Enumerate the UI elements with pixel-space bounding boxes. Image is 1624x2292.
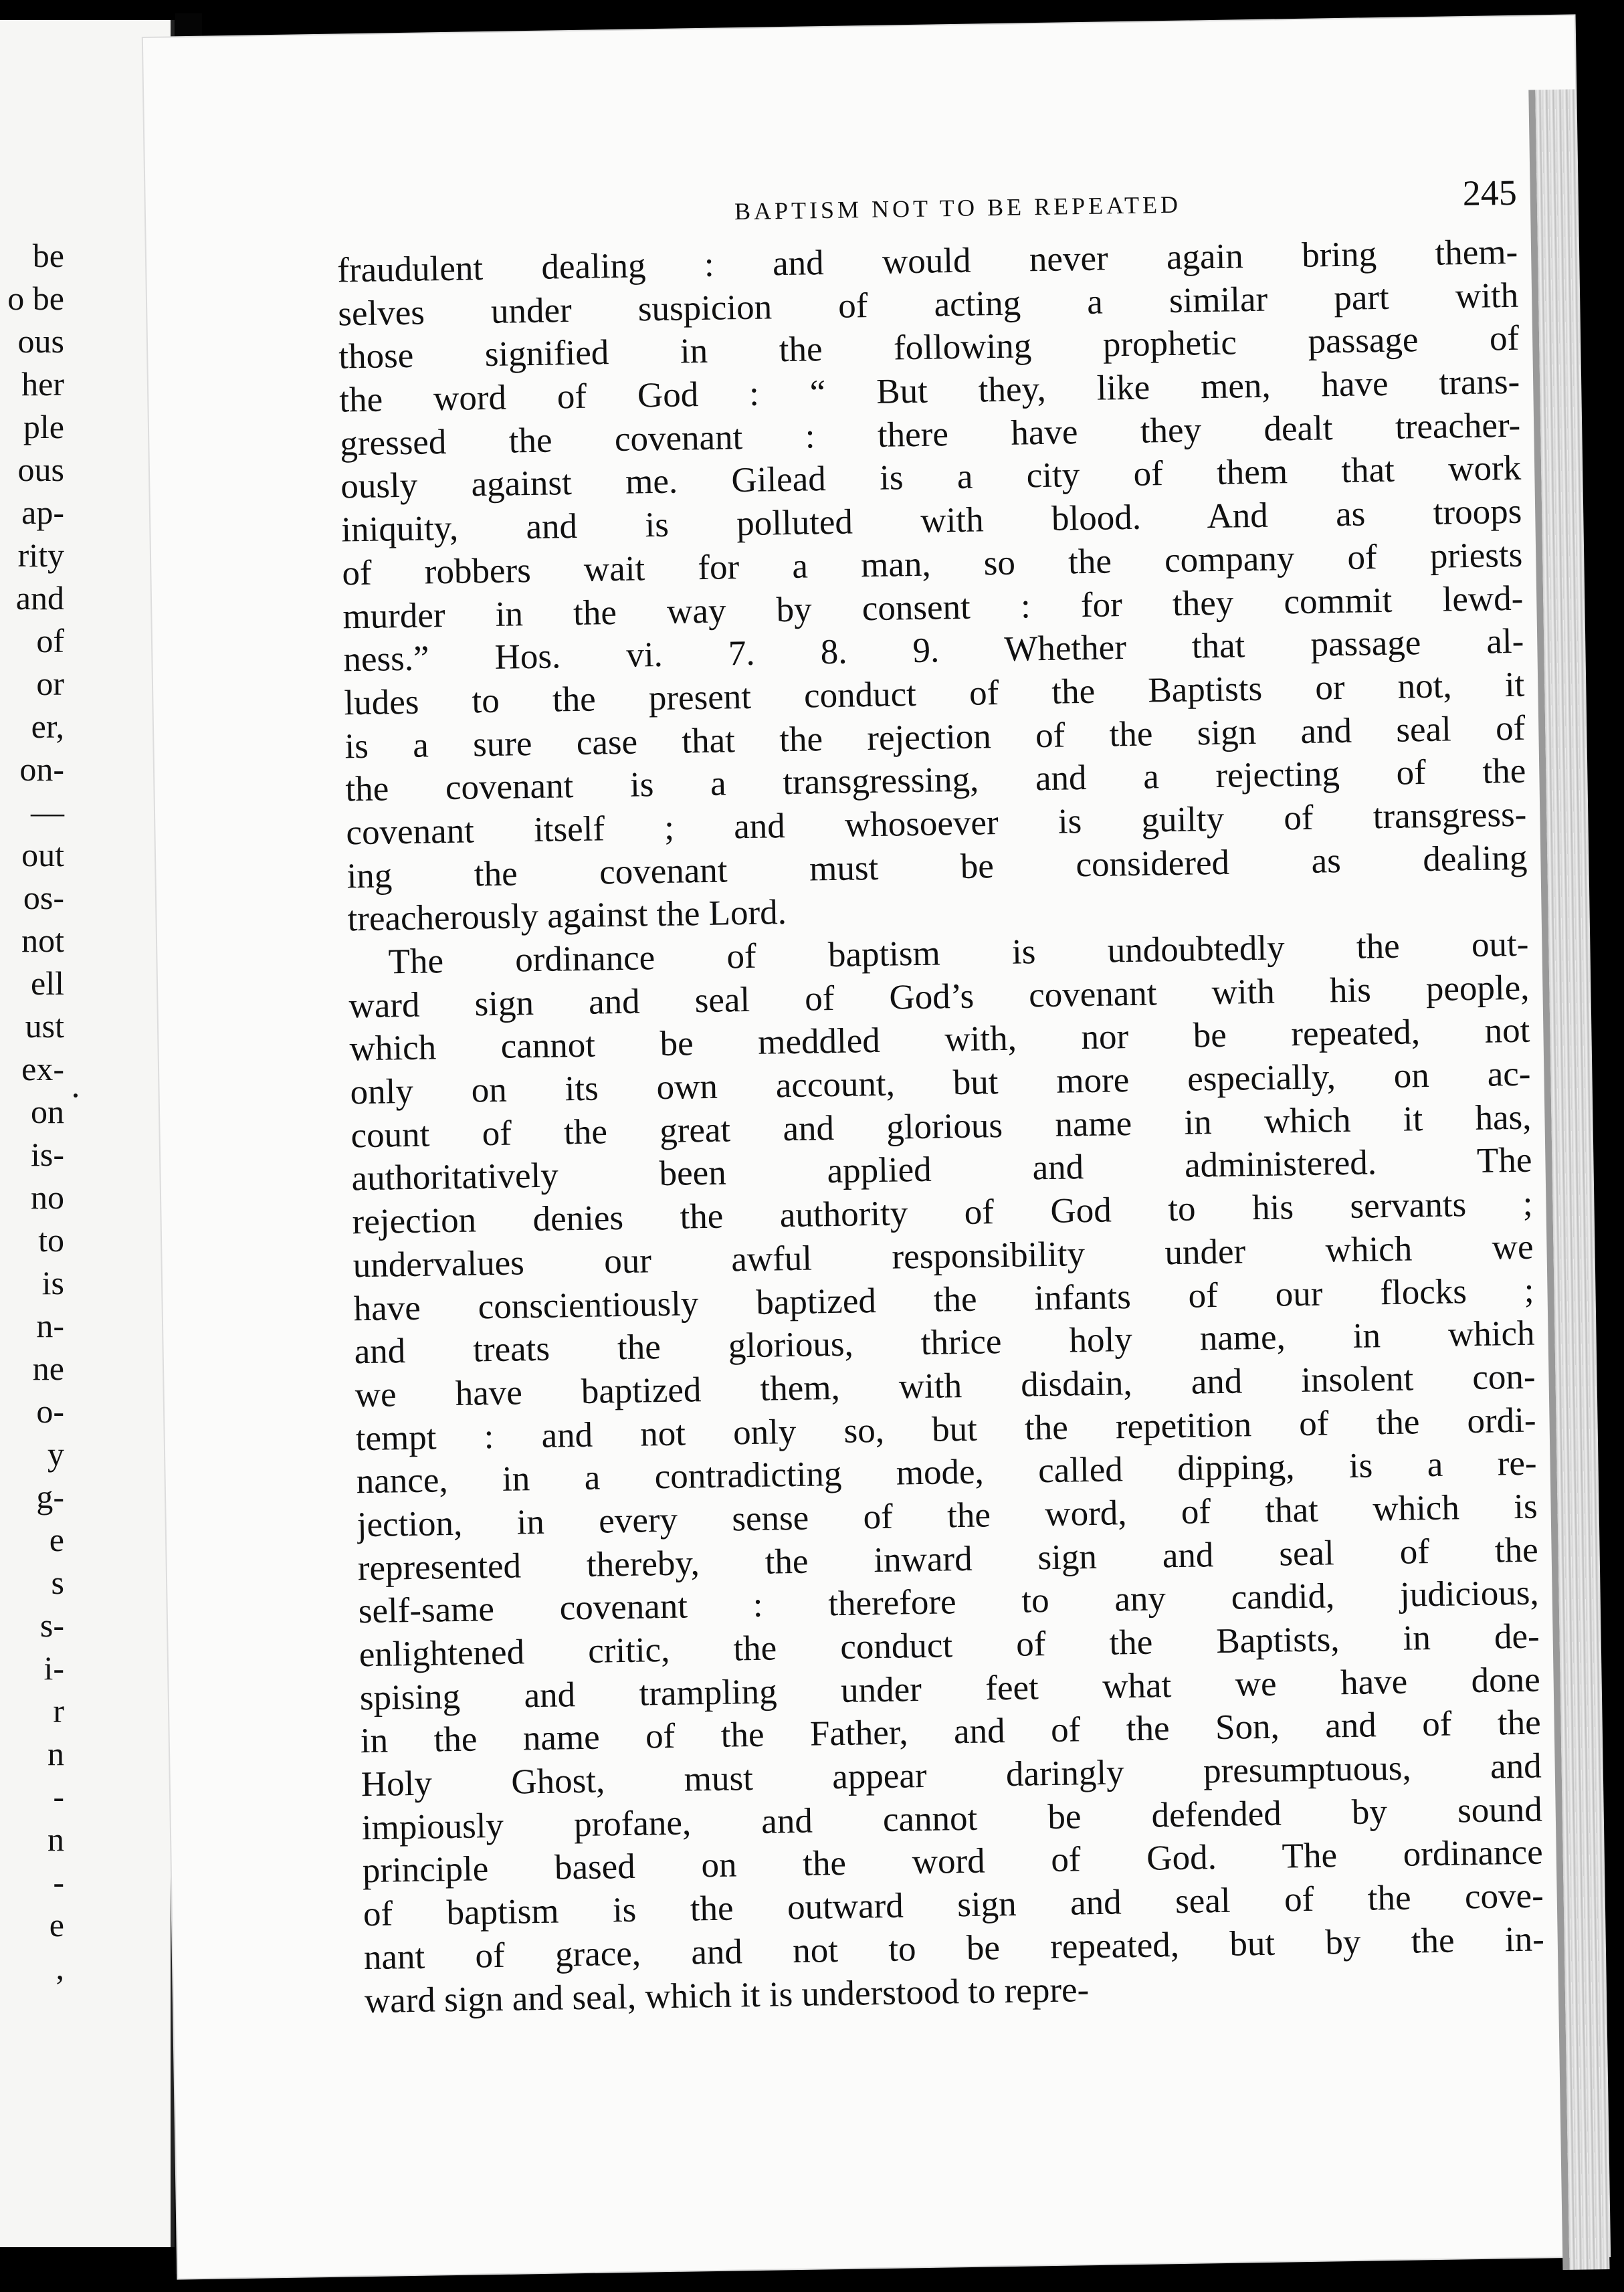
text-line: we have baptized them, with disdain, and insolent con- xyxy=(354,1357,1536,1415)
previous-page-fragment-line: e xyxy=(49,1521,64,1558)
previous-page-fragment-line: on xyxy=(31,1093,64,1130)
text-line: is a sure case that the rejection of the sign and seal of xyxy=(344,708,1526,766)
text-line: principle based on the word of God. The ordinance xyxy=(362,1833,1544,1891)
previous-page-fragment-line: o- xyxy=(36,1392,64,1430)
previous-page-fragment-line: n xyxy=(47,1735,64,1772)
text-line: Holy Ghost, must appear daringly presumptuous, and xyxy=(361,1746,1542,1804)
text-line: The ordinance of baptism is undoubtedly the out- xyxy=(388,924,1529,982)
previous-page-fragment-line: ous xyxy=(17,322,64,360)
book-page xyxy=(143,15,1609,2278)
text-line: tempt : and not only so, but the repetition of the ordi- xyxy=(355,1400,1536,1458)
text-line: iniquity, and is polluted with blood. And as troops xyxy=(340,492,1522,550)
text-line: and treats the glorious, thrice holy name, in which xyxy=(354,1314,1535,1372)
previous-page-line-endings xyxy=(0,234,67,1989)
text-line: covenant itself ; and whosoever is guilty of transgress- xyxy=(346,795,1527,853)
text-line: spising and trampling under feet what we have done xyxy=(359,1660,1541,1717)
text-line: murder in the way by consent : for they commit lewd- xyxy=(342,579,1524,636)
previous-page-fragment-line: y xyxy=(47,1435,64,1473)
previous-page-fragment-line: ple xyxy=(23,408,64,445)
text-line: in the name of the Father, and of the Son, and of the xyxy=(360,1703,1542,1761)
text-line: authoritatively been applied and administered. The xyxy=(351,1141,1532,1199)
previous-page-fragment-line: ust xyxy=(25,1007,64,1045)
page-speck xyxy=(74,1093,78,1098)
previous-page-fragment-line: er, xyxy=(31,708,64,745)
previous-page-fragment-line: is- xyxy=(31,1136,64,1173)
previous-page-fragment-line: or xyxy=(36,665,64,702)
previous-page-fragment-line: ell xyxy=(31,964,64,1002)
text-line: ludes to the present conduct of the Baptists or not, it xyxy=(344,665,1525,723)
previous-page-fragment-line: n xyxy=(47,1820,64,1858)
text-line: fraudulent dealing : and would never again bring them- xyxy=(336,232,1518,290)
previous-page-fragment-line: on- xyxy=(19,750,64,788)
text-line: undervalues our awful responsibility under which we xyxy=(352,1227,1534,1285)
previous-page-fragment-line: n- xyxy=(36,1307,64,1344)
text-line: of baptism is the outward sign and seal of the cove- xyxy=(363,1876,1544,1934)
previous-page-fragment-line: , xyxy=(56,1949,64,1986)
text-line: ward sign and seal of God’s covenant with his people, xyxy=(348,968,1530,1026)
previous-page-fragment-line: be xyxy=(32,237,64,274)
previous-page-fragment-line: is xyxy=(41,1264,64,1301)
previous-page-fragment-line: ex- xyxy=(21,1050,64,1087)
text-line: the covenant is a transgressing, and a rejecting of the xyxy=(345,751,1526,809)
text-line: selves under suspicion of acting a similar part with xyxy=(337,276,1519,334)
text-line: nant of grace, and not to be repeated, but by the in- xyxy=(363,1919,1545,1977)
text-line: count of the great and glorious name in which it has, xyxy=(350,1098,1532,1156)
previous-page-fragment-line: i- xyxy=(43,1649,64,1687)
previous-page-fragment-line: and xyxy=(15,579,64,617)
page-number: 245 xyxy=(1462,172,1518,214)
text-line: rejection denies the authority of God to his servants ; xyxy=(352,1184,1533,1242)
text-line: jection, in every sense of the word, of that which is xyxy=(357,1487,1538,1545)
body-text xyxy=(337,231,1545,2023)
text-line: ness.” Hos. vi. 7. 8. 9. Whether that passage al- xyxy=(343,621,1524,680)
previous-page-fragment-line: — xyxy=(31,793,64,831)
previous-page-fragment-line: g- xyxy=(36,1478,64,1516)
text-line: those signified in the following prophetic passage of xyxy=(338,319,1520,377)
previous-page-fragment-line: not xyxy=(21,922,64,959)
previous-page-fragment-line: - xyxy=(53,1863,64,1901)
text-line: the word of God : “ But they, like men, have trans- xyxy=(338,362,1520,420)
previous-page-fragment-line: rity xyxy=(17,536,64,574)
previous-page-fragment-line: ous xyxy=(17,451,64,488)
text-line: represented thereby, the inward sign and seal of the xyxy=(357,1530,1539,1588)
text-line: only on its own account, but more especially, on ac- xyxy=(350,1054,1531,1112)
previous-page-fragment-line: os- xyxy=(23,879,64,916)
running-head xyxy=(332,172,1517,237)
previous-page-fragment-line: of xyxy=(36,622,64,659)
previous-page-fragment-line: r xyxy=(53,1692,64,1730)
text-line: ward sign and seal, which it is understood to repre- xyxy=(364,1970,1090,2020)
previous-page-fragment-line: ne xyxy=(32,1350,64,1387)
running-title: BAPTISM NOT TO BE REPEATED xyxy=(734,191,1182,225)
text-line: nance, in a contradicting mode, called dipping, is a re- xyxy=(356,1443,1538,1501)
previous-page-fragment-line: no xyxy=(31,1178,64,1216)
text-line: treacherously against the Lord. xyxy=(347,893,787,939)
text-line: ously against me. Gilead is a city of them that work xyxy=(340,449,1522,506)
text-line: of robbers wait for a man, so the company of priests xyxy=(341,535,1523,593)
previous-page-fragment-line: - xyxy=(53,1778,64,1815)
text-line: enlightened critic, the conduct of the Baptists, in de- xyxy=(359,1617,1540,1675)
previous-page-fragment-line: s- xyxy=(39,1606,64,1644)
text-line: ing the covenant must be considered as dealing xyxy=(346,838,1528,896)
previous-page-fragment-line: ap- xyxy=(21,494,64,531)
previous-page-fragment-line: to xyxy=(38,1221,64,1259)
text-line: have conscientiously baptized the infants of our flocks ; xyxy=(353,1271,1534,1328)
previous-page-fragment-line: her xyxy=(21,365,64,403)
previous-page-fragment-line: o be xyxy=(7,280,64,317)
text-line: self-same covenant : therefore to any candid, judicious, xyxy=(358,1573,1540,1631)
text-line: gressed the covenant : there have they dealt treacher- xyxy=(339,405,1521,463)
previous-page-fragment-line: out xyxy=(21,836,64,873)
text-line: which cannot be meddled with, nor be repeated, not xyxy=(349,1011,1530,1069)
text-line: impiously profane, and cannot be defended by sound xyxy=(361,1790,1543,1847)
previous-page-fragment-line: s xyxy=(51,1564,64,1601)
previous-page-fragment-line: e xyxy=(49,1906,64,1944)
